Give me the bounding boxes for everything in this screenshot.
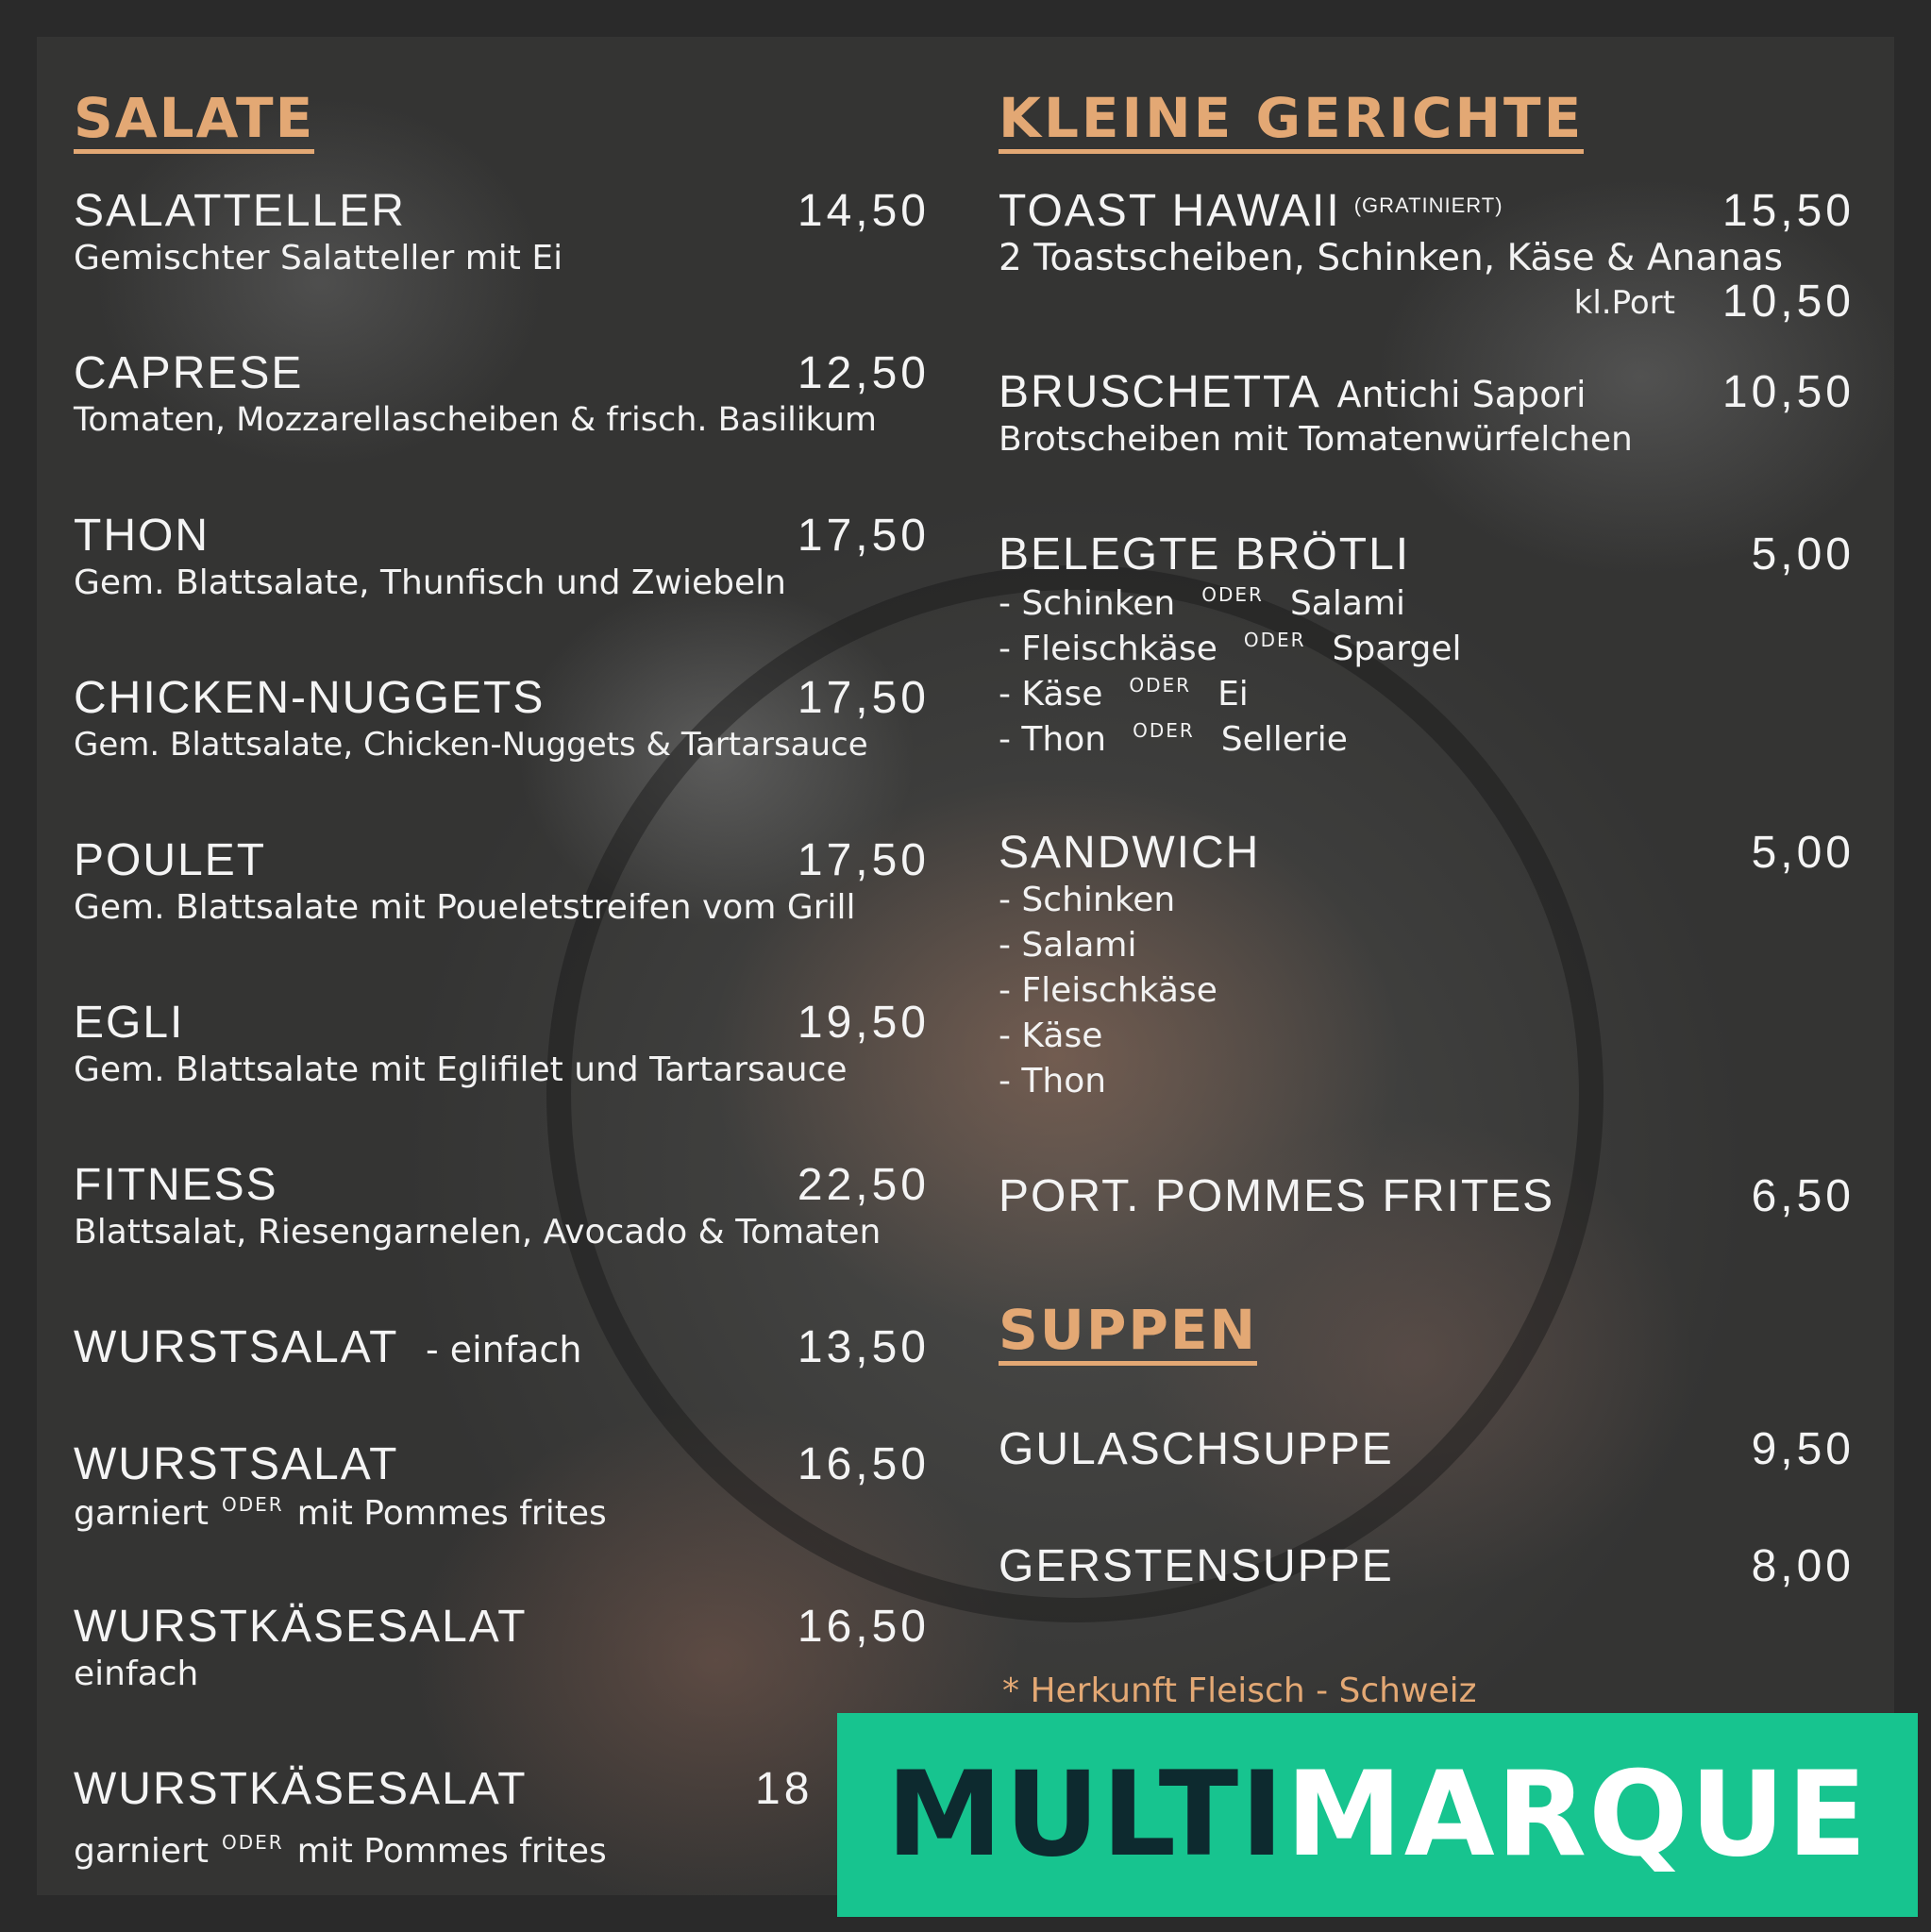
item-wurstkaesesalat-einfach-desc: einfach [74, 1655, 199, 1693]
item-bruschetta-price: 10,50 [1721, 367, 1855, 417]
oder-label: ODER [221, 1831, 284, 1854]
item-wurstsalat-garniert-price: 16,50 [797, 1439, 930, 1489]
item-toast-hawaii-desc: 2 Toastscheiben, Schinken, Käse & Ananas [999, 237, 1784, 279]
item-fitness-desc: Blattsalat, Riesengarnelen, Avocado & Tomaten [74, 1213, 882, 1252]
option-a: - Schinken [999, 584, 1176, 623]
item-wurstkaesesalat-einfach-price: 16,50 [797, 1602, 930, 1652]
item-bruschetta-desc: Brotscheiben mit Tomatenwürfelchen [999, 420, 1633, 459]
sandwich-option: - Käse [999, 1016, 1103, 1055]
section-title-suppen: SUPPEN [999, 1302, 1257, 1366]
item-egli-name: EGLI [74, 998, 185, 1048]
item-bruschetta-suffix: Antichi Sapori [1336, 374, 1587, 415]
desc-pommes: mit Pommes frites [296, 1832, 607, 1871]
desc-garniert: garniert [74, 1832, 209, 1871]
item-wurstsalat-garniert-name: WURSTSALAT [74, 1439, 399, 1489]
option-b: Spargel [1332, 630, 1462, 668]
item-fitness-name: FITNESS [74, 1160, 278, 1210]
item-salatteller-desc: Gemischter Salatteller mit Ei [74, 239, 563, 277]
item-toast-hawaii-small-label: kl.Port [1573, 284, 1675, 322]
item-salatteller-name: SALATTELLER [74, 186, 406, 236]
item-caprese-name: CAPRESE [74, 348, 304, 398]
broetli-option [999, 721, 1348, 757]
option-b: Ei [1217, 675, 1249, 714]
section-title-salate: SALATE [74, 91, 314, 154]
item-toast-hawaii-note: (GRATINIERT) [1353, 193, 1503, 217]
item-wurstsalat-garniert-desc [74, 1495, 607, 1531]
option-b: Sellerie [1220, 720, 1348, 759]
item-belegte-broetli-name: BELEGTE BRÖTLI [999, 529, 1411, 580]
item-gulaschsuppe-price: 9,50 [1751, 1424, 1855, 1474]
sandwich-option: - Fleischkäse [999, 971, 1217, 1010]
item-poulet-name: POULET [74, 835, 267, 885]
item-gerstensuppe-name: GERSTENSUPPE [999, 1541, 1394, 1591]
section-title-kleine-gerichte: KLEINE GERICHTE [999, 91, 1584, 154]
item-wurstsalat-einfach-suffix: - einfach [425, 1329, 582, 1370]
item-gulaschsuppe-name: GULASCHSUPPE [999, 1424, 1394, 1474]
item-toast-hawaii-name [999, 186, 1503, 236]
item-chicken-nuggets-price: 17,50 [797, 673, 930, 723]
item-thon-desc: Gem. Blattsalate, Thunfisch und Zwiebeln [74, 563, 786, 602]
desc-pommes: mit Pommes frites [296, 1494, 607, 1533]
item-bruschetta-label: BRUSCHETTA [999, 367, 1319, 417]
item-chicken-nuggets-name: CHICKEN-NUGGETS [74, 673, 546, 723]
item-caprese-desc: Tomaten, Mozzarellascheiben & frisch. Basilikum [74, 401, 878, 439]
item-caprese-price: 12,50 [797, 348, 930, 398]
sandwich-option: - Salami [999, 926, 1137, 965]
item-pommes-frites-name: PORT. POMMES FRITES [999, 1171, 1555, 1221]
oder-label: ODER [1129, 674, 1192, 697]
item-poulet-desc: Gem. Blattsalate mit Poueletstreifen vom Grill [74, 888, 856, 927]
item-toast-hawaii-small-price: 10,50 [1721, 277, 1855, 327]
oder-label: ODER [1133, 719, 1195, 742]
desc-garniert: garniert [74, 1494, 209, 1533]
item-wurstkaesesalat-garniert-price: 18 [755, 1764, 814, 1814]
broetli-option [999, 585, 1405, 621]
item-pommes-frites-price: 6,50 [1751, 1171, 1855, 1221]
item-fitness-price: 22,50 [797, 1160, 930, 1210]
broetli-option [999, 630, 1461, 666]
item-chicken-nuggets-desc: Gem. Blattsalate, Chicken-Nuggets & Tartarsauce [74, 726, 868, 764]
option-b: Salami [1289, 584, 1405, 623]
brand-part-multi: MULTI [886, 1747, 1286, 1883]
item-sandwich-name: SANDWICH [999, 828, 1261, 878]
item-toast-hawaii-price: 15,50 [1721, 186, 1855, 236]
brand-logo-banner [837, 1713, 1918, 1917]
item-wurstsalat-einfach-price: 13,50 [797, 1322, 930, 1372]
option-a: - Käse [999, 675, 1103, 714]
oder-label: ODER [1243, 629, 1306, 651]
item-bruschetta-name [999, 367, 1587, 417]
brand-part-marque: MARQUE [1285, 1747, 1869, 1883]
item-thon-price: 17,50 [797, 511, 930, 561]
item-sandwich-price: 5,00 [1751, 828, 1855, 878]
item-salatteller-price: 14,50 [797, 186, 930, 236]
item-wurstkaesesalat-einfach-name: WURSTKÄSESALAT [74, 1602, 528, 1652]
item-belegte-broetli-price: 5,00 [1751, 529, 1855, 580]
oder-label: ODER [221, 1493, 284, 1516]
item-egli-desc: Gem. Blattsalate mit Eglifilet und Tartarsauce [74, 1050, 848, 1089]
item-egli-price: 19,50 [797, 998, 930, 1048]
item-poulet-price: 17,50 [797, 835, 930, 885]
sandwich-option: - Schinken [999, 881, 1176, 919]
item-thon-name: THON [74, 511, 210, 561]
item-toast-hawaii-label: TOAST HAWAII [999, 186, 1341, 236]
item-wurstsalat-einfach-label: WURSTSALAT [74, 1322, 398, 1372]
footnote-herkunft: * Herkunft Fleisch - Schweiz [1002, 1672, 1477, 1710]
option-a: - Fleischkäse [999, 630, 1217, 668]
item-wurstkaesesalat-garniert-desc [74, 1833, 607, 1869]
item-gerstensuppe-price: 8,00 [1751, 1541, 1855, 1591]
oder-label: ODER [1201, 583, 1264, 606]
sandwich-option: - Thon [999, 1062, 1107, 1100]
item-wurstsalat-einfach-name [74, 1322, 582, 1372]
broetli-option [999, 676, 1249, 712]
item-wurstkaesesalat-garniert-name: WURSTKÄSESALAT [74, 1764, 528, 1814]
option-a: - Thon [999, 720, 1107, 759]
